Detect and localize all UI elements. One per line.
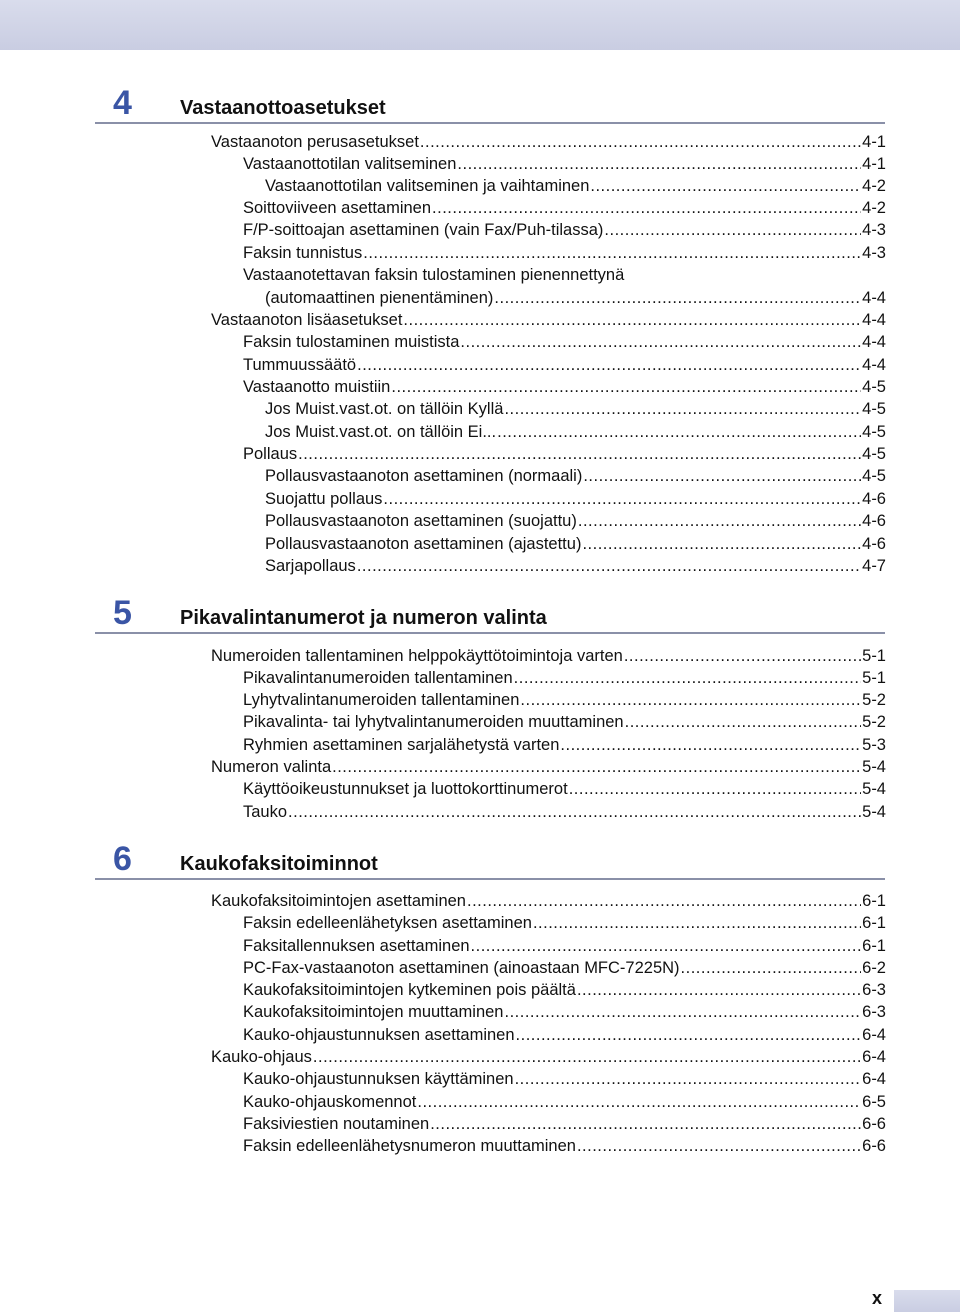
toc-entry-title: Pollaus (243, 445, 298, 463)
toc-entry-page: 4-5 (862, 445, 886, 463)
toc-entry-page: 6-3 (862, 981, 886, 999)
toc-entry-title: Kauko-ohjaus (211, 1048, 312, 1066)
dot-leader (520, 689, 861, 711)
dot-leader (577, 979, 861, 1001)
toc-entry-title: F/P-soittoajan asettaminen (vain Fax/Puh-tilassa) (243, 221, 604, 239)
toc-entry-title: Vastaanotto muistiin (243, 378, 391, 396)
toc-entry[interactable] (211, 1046, 886, 1068)
toc-entry-page: 4-3 (862, 244, 886, 262)
dot-leader (420, 131, 861, 153)
page-number: x (872, 1288, 883, 1308)
toc-entry[interactable] (211, 756, 886, 778)
dot-leader (460, 331, 861, 353)
toc-entry-page: 6-4 (862, 1048, 886, 1066)
toc-entry-page: 5-4 (862, 780, 886, 798)
dot-leader (577, 1135, 861, 1157)
dot-leader (494, 287, 861, 309)
toc-entry[interactable] (243, 1113, 886, 1135)
dot-leader (582, 533, 861, 555)
toc-entry[interactable] (243, 153, 886, 175)
toc-entry-page: 6-1 (862, 914, 886, 932)
toc-entry[interactable] (243, 197, 886, 219)
toc-entry-title: Faksiviestien noutaminen (243, 1115, 430, 1133)
chapter-title: Vastaanottoasetukset (180, 97, 386, 119)
toc-entry[interactable] (243, 242, 886, 264)
dot-leader (624, 645, 861, 667)
dot-leader (457, 153, 861, 175)
toc-entry-title: Faksin tunnistus (243, 244, 363, 262)
dot-leader (560, 734, 861, 756)
toc-entry-title: Tauko (243, 803, 288, 821)
toc-entry-page: 6-3 (862, 1003, 886, 1021)
toc-entry[interactable] (243, 689, 886, 711)
toc-entry-title: Kauko-ohjauskomennot (243, 1093, 417, 1111)
toc-entry-title: Tummuussäätö (243, 356, 357, 374)
toc-entry-title: Faksitallennuksen asettaminen (243, 937, 470, 955)
dot-leader (357, 555, 861, 577)
toc-entry-page: 5-1 (862, 647, 886, 665)
toc-entry-page: 4-2 (862, 199, 886, 217)
toc-entry[interactable] (211, 131, 886, 153)
toc-entry-page: 5-3 (862, 736, 886, 754)
toc-entry[interactable] (243, 376, 886, 398)
chapter-title: Pikavalintanumerot ja numeron valinta (180, 607, 547, 629)
dot-leader (383, 488, 861, 510)
dot-leader (417, 1091, 861, 1113)
toc-entry-page: 4-6 (862, 490, 886, 508)
toc-entry[interactable] (243, 331, 886, 353)
toc-entry-title: Faksin edelleenlähetyksen asettaminen (243, 914, 532, 932)
toc-entry-title: Numeron valinta (211, 758, 332, 776)
toc-entry[interactable] (265, 555, 886, 577)
dot-leader (467, 890, 861, 912)
toc-entry[interactable] (243, 667, 886, 689)
chapter-number: 6 (113, 840, 132, 878)
toc-entry-title: Suojattu pollaus (265, 490, 383, 508)
toc-entry-title: Faksin edelleenlähetysnumeron muuttaminen (243, 1137, 576, 1155)
toc-entry[interactable] (243, 711, 886, 733)
toc-entry[interactable] (243, 801, 886, 823)
toc-entry-title: Vastaanotettavan faksin tulostaminen pienennettynä (243, 266, 625, 284)
dot-leader (516, 1024, 862, 1046)
dot-leader (583, 465, 861, 487)
toc-entry-title: Jos Muist.vast.ot. on tällöin Kyllä (265, 400, 504, 418)
toc-entry[interactable] (243, 1068, 886, 1090)
toc-entry-page: 5-4 (862, 803, 886, 821)
toc-entry[interactable] (211, 645, 886, 667)
toc-entry[interactable] (243, 1091, 886, 1113)
toc-entry-title: Numeroiden tallentaminen helppokäyttötoimintoja varten (211, 647, 623, 665)
toc-entry[interactable] (243, 935, 886, 957)
toc-entry[interactable] (243, 354, 886, 376)
toc-entry-page: 4-5 (862, 423, 886, 441)
toc-entry-title: Pollausvastaanoton asettaminen (ajastettu) (265, 535, 582, 553)
toc-entry-page: 6-6 (862, 1115, 886, 1133)
toc-entry-title: Jos Muist.vast.ot. on tällöin Ei... (265, 423, 497, 441)
toc-entry[interactable] (265, 533, 886, 555)
toc-entry-page: 5-2 (862, 713, 886, 731)
dot-leader (504, 1001, 861, 1023)
toc-entry-page: 4-4 (862, 311, 886, 329)
toc-entry-page: 5-2 (862, 691, 886, 709)
header-bar (0, 0, 960, 50)
toc-entry-page: 4-1 (862, 155, 886, 173)
toc-entry-title: Sarjapollaus (265, 557, 356, 575)
dot-leader (363, 242, 861, 264)
dot-leader (430, 1113, 861, 1135)
dot-leader (604, 219, 861, 241)
toc-entry[interactable] (265, 510, 886, 532)
dot-leader (590, 175, 861, 197)
dot-leader (533, 912, 861, 934)
toc-entry[interactable] (243, 1001, 886, 1023)
dot-leader (515, 1068, 862, 1090)
dot-leader (471, 935, 862, 957)
toc-entry-title: Käyttöoikeustunnukset ja luottokorttinumerot (243, 780, 568, 798)
toc-entry-page: 6-4 (862, 1070, 886, 1088)
toc-entry-title: Kaukofaksitoimintojen asettaminen (211, 892, 466, 910)
toc-entry[interactable] (243, 778, 886, 800)
toc-entry[interactable] (265, 421, 886, 443)
dot-leader (432, 197, 861, 219)
toc-entry-title: Faksin tulostaminen muistista (243, 333, 460, 351)
dot-leader (625, 711, 862, 733)
toc-entry-title: Pollausvastaanoton asettaminen (suojattu) (265, 512, 577, 530)
toc-entry-page: 6-4 (862, 1026, 886, 1044)
toc-entry-page: 4-5 (862, 467, 886, 485)
dot-leader (298, 443, 861, 465)
toc-entry-title: Pikavalinta- tai lyhytvalintanumeroiden muuttaminen (243, 713, 624, 731)
toc-entry[interactable] (265, 175, 886, 197)
toc-entry-page: 6-6 (862, 1137, 886, 1155)
toc-entry-title: Vastaanottotilan valitseminen (243, 155, 457, 173)
toc-entry-title: Vastaanoton lisäasetukset (211, 311, 403, 329)
toc-entry-page: 4-5 (862, 378, 886, 396)
toc-entry-page: 6-1 (862, 937, 886, 955)
chapter-heading-6 (95, 840, 885, 880)
dot-leader (681, 957, 862, 979)
toc-entry-title: Kaukofaksitoimintojen muuttaminen (243, 1003, 504, 1021)
dot-leader (514, 667, 861, 689)
toc-entry[interactable] (265, 488, 886, 510)
chapter-title: Kaukofaksitoiminnot (180, 853, 378, 875)
dot-leader (357, 354, 861, 376)
toc-entry-title: PC-Fax-vastaanoton asettaminen (ainoastaan MFC-7225N) (243, 959, 680, 977)
toc-entry[interactable] (265, 287, 886, 309)
toc-entry-page: 6-2 (862, 959, 886, 977)
chapter-number: 4 (113, 84, 132, 122)
toc-entry-title: Lyhytvalintanumeroiden tallentaminen (243, 691, 520, 709)
toc-entry[interactable] (211, 309, 886, 331)
dot-leader (403, 309, 861, 331)
toc-entry-page: 4-5 (862, 400, 886, 418)
toc-entry-title: Kaukofaksitoimintojen kytkeminen pois päältä (243, 981, 576, 999)
toc-entry-title: (automaattinen pienentäminen) (265, 289, 494, 307)
toc-entry-page: 4-6 (862, 535, 886, 553)
chapter-number: 5 (113, 594, 132, 632)
footer-bar (894, 1290, 960, 1312)
toc-entry-page: 6-1 (862, 892, 886, 910)
toc-entry-page: 4-3 (862, 221, 886, 239)
chapter-heading-4 (95, 84, 885, 124)
toc-entry-page: 4-4 (862, 356, 886, 374)
toc-entry-title: Ryhmien asettaminen sarjalähetystä varten (243, 736, 560, 754)
dot-leader (313, 1046, 861, 1068)
dot-leader (569, 778, 861, 800)
toc-entry-title: Pikavalintanumeroiden tallentaminen (243, 669, 513, 687)
toc-entry[interactable] (211, 890, 886, 912)
toc-entry[interactable] (243, 219, 886, 241)
toc-entry[interactable] (243, 957, 886, 979)
toc-entry[interactable] (243, 1024, 886, 1046)
toc-entry[interactable] (265, 465, 886, 487)
toc-entry[interactable] (243, 1135, 886, 1157)
toc-entry-page: 6-5 (862, 1093, 886, 1111)
chapter-heading-5 (95, 594, 885, 634)
dot-leader (288, 801, 861, 823)
dot-leader (504, 398, 861, 420)
toc-entry-title: Pollausvastaanoton asettaminen (normaali) (265, 467, 583, 485)
toc-entry[interactable] (243, 912, 886, 934)
toc-entry[interactable] (265, 398, 886, 420)
toc-entry-title: Vastaanottotilan valitseminen ja vaihtaminen (265, 177, 590, 195)
toc-entry[interactable] (243, 264, 886, 286)
toc-entry-page: 4-7 (862, 557, 886, 575)
toc-entry-title: Kauko-ohjaustunnuksen käyttäminen (243, 1070, 514, 1088)
dot-leader (497, 421, 861, 443)
dot-leader (391, 376, 861, 398)
dot-leader (332, 756, 861, 778)
toc-entry[interactable] (243, 443, 886, 465)
toc-entry-page: 5-1 (862, 669, 886, 687)
toc-entry-page: 4-1 (862, 133, 886, 151)
toc-entry-page: 4-4 (862, 333, 886, 351)
toc-entry[interactable] (243, 734, 886, 756)
toc-entry-title: Kauko-ohjaustunnuksen asettaminen (243, 1026, 515, 1044)
toc-entry-title: Soittoviiveen asettaminen (243, 199, 432, 217)
toc-entry-page: 4-2 (862, 177, 886, 195)
toc-entry[interactable] (243, 979, 886, 1001)
dot-leader (578, 510, 861, 532)
toc-entry-page: 4-6 (862, 512, 886, 530)
toc-entry-page: 4-4 (862, 289, 886, 307)
toc-entry-page: 5-4 (862, 758, 886, 776)
toc-entry-title: Vastaanoton perusasetukset (211, 133, 419, 151)
